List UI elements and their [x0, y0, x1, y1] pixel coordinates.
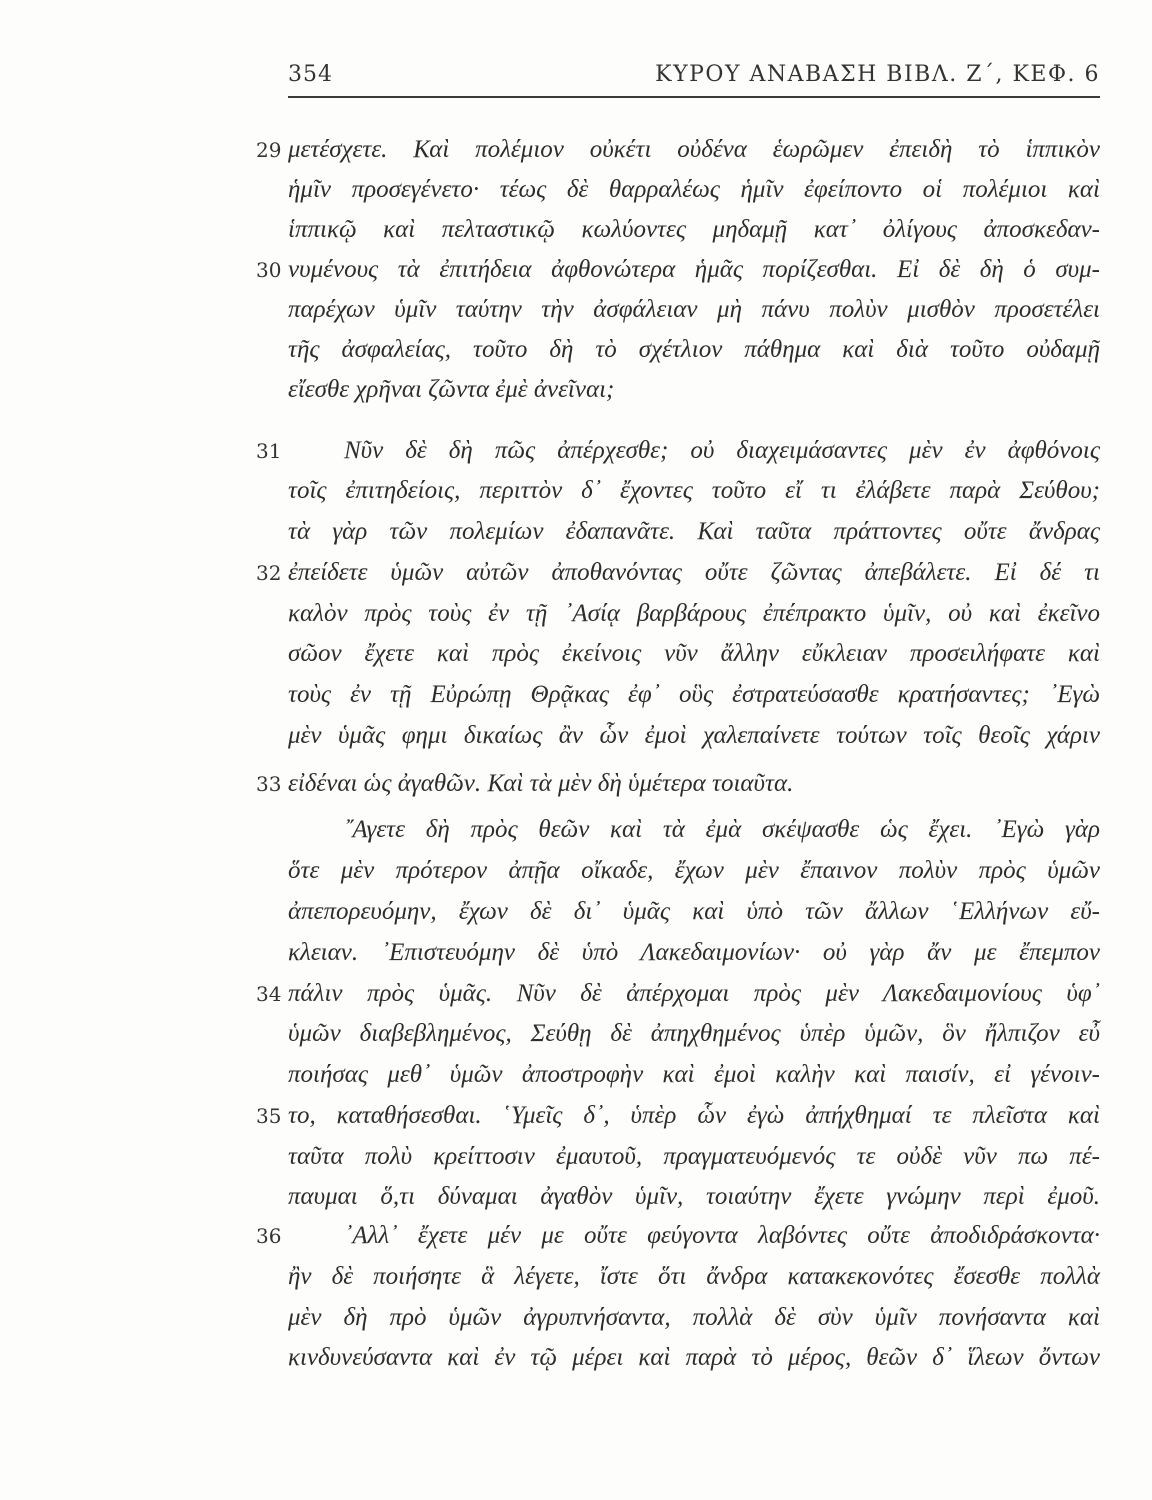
- section-number-36: 36: [256, 1224, 282, 1248]
- header-rule: [288, 96, 1100, 98]
- section-number-33: 33: [256, 772, 282, 796]
- text-line: κλειαν. ᾽Επιστευόμην δὲ ὑπὸ Λακεδαιμονίων· οὐ γὰρ ἄν με ἔπεμπον: [288, 939, 1100, 966]
- text-line: ἢν δὲ ποιήσητε ἃ λέγετε, ἴστε ὅτι ἄνδρα κατακεκονότες ἔσεσθε πολλὰ: [288, 1263, 1100, 1290]
- text-line: ᾽Αλλ᾽ ἔχετε μέν με οὔτε φεύγοντα λαβόντες οὔτε ἀποδιδράσκοντα·: [344, 1222, 1100, 1249]
- section-number-34: 34: [256, 982, 282, 1006]
- text-line: ῎Αγετε δὴ πρὸς θεῶν καὶ τὰ ἐμὰ σκέψασθε ὡς ἔχει. ᾽Εγὼ γὰρ: [344, 816, 1100, 843]
- section-number-30: 30: [256, 258, 282, 282]
- text-line: ἱππικῷ καὶ πελταστικῷ κωλύοντες μηδαμῇ κατ᾽ ὀλίγους ἀποσκεδαν-: [288, 216, 1100, 243]
- text-line: καλὸν πρὸς τοὺς ἐν τῇ ᾽Ασίᾳ βαρβάρους ἐπέπρακτο ὑμῖν, οὐ καὶ ἐκεῖνο: [288, 600, 1100, 627]
- text-line: μὲν δὴ πρὸ ὑμῶν ἀγρυπνήσαντα, πολλὰ δὲ σὺν ὑμῖν πονήσαντα καὶ: [288, 1304, 1100, 1331]
- page-number: 354: [288, 62, 333, 87]
- text-line: μὲν ὑμᾶς φημι δικαίως ἂν ὧν ἐμοὶ χαλεπαίνετε τούτων τοῖς θεοῖς χάριν: [288, 722, 1100, 749]
- text-line: ἐπείδετε ὑμῶν αὐτῶν ἀποθανόντας οὔτε ζῶντας ἀπεβάλετε. Εἰ δέ τι: [288, 559, 1100, 586]
- text-line: ὑμῶν διαβεβλημένος, Σεύθῃ δὲ ἀπηχθημένος ὑπὲρ ὑμῶν, ὃν ἤλπιζον εὖ: [288, 1020, 1100, 1047]
- text-line: παυμαι ὅ,τι δύναμαι ἀγαθὸν ὑμῖν, τοιαύτην ἔχετε γνώμην περὶ ἐμοῦ.: [288, 1183, 1100, 1210]
- running-title: ΚΥΡΟΥ ΑΝΑΒΑΣΗ ΒΙΒΛ. Ζ΄, ΚΕΦ. 6: [655, 62, 1100, 87]
- section-number-31: 31: [256, 439, 282, 463]
- text-line: παρέχων ὑμῖν ταύτην τὴν ἀσφάλειαν μὴ πάνυ πολὺν μισθὸν προσετέλει: [288, 296, 1100, 323]
- text-line: ποιήσας μεθ᾽ ὑμῶν ἀποστροφὴν καὶ ἐμοὶ καλὴν καὶ παισίν, εἰ γένοιν-: [288, 1061, 1100, 1088]
- text-line: το, καταθήσεσθαι. ῾Υμεῖς δ᾽, ὑπὲρ ὧν ἐγὼ ἀπήχθημαί τε πλεῖστα καὶ: [288, 1102, 1100, 1129]
- text-line: εἰδέναι ὡς ἀγαθῶν. Καὶ τὰ μὲν δὴ ὑμέτερα τοιαῦτα.: [288, 770, 794, 797]
- text-line: κινδυνεύσαντα καὶ ἐν τῷ μέρει καὶ παρὰ τὸ μέρος, θεῶν δ᾽ ἵλεων ὄντων: [288, 1344, 1100, 1371]
- text-line: εἴεσθε χρῆναι ζῶντα ἐμὲ ἀνεῖναι;: [288, 376, 615, 403]
- page-header: [288, 56, 1100, 96]
- text-line: ὅτε μὲν πρότερον ἀπῇα οἴκαδε, ἔχων μὲν ἔπαινον πολὺν πρὸς ὑμῶν: [288, 857, 1100, 884]
- text-line: πάλιν πρὸς ὑμᾶς. Νῦν δὲ ἀπέρχομαι πρὸς μὲν Λακεδαιμονίους ὑφ᾽: [288, 980, 1100, 1007]
- text-line: νυμένους τὰ ἐπιτήδεια ἀφθονώτερα ἡμᾶς πορίζεσθαι. Εἰ δὲ δὴ ὁ συμ-: [288, 256, 1100, 283]
- text-line: τῆς ἀσφαλείας, τοῦτο δὴ τὸ σχέτλιον πάθημα καὶ διὰ τοῦτο οὐδαμῇ: [288, 336, 1100, 363]
- section-number-32: 32: [256, 561, 282, 585]
- text-line: μετέσχετε. Καὶ πολέμιον οὐκέτι οὐδένα ἑωρῶμεν ἐπειδὴ τὸ ἱππικὸν: [288, 136, 1100, 163]
- text-line: τοῖς ἐπιτηδείοις, περιττὸν δ᾽ ἔχοντες τοῦτο εἴ τι ἐλάβετε παρὰ Σεύθου;: [288, 477, 1100, 504]
- text-line: ἡμῖν προσεγένετο· τέως δὲ θαρραλέως ἡμῖν ἐφείποντο οἱ πολέμιοι καὶ: [288, 176, 1100, 203]
- text-line: ταῦτα πολὺ κρείττοσιν ἐμαυτοῦ, πραγματευόμενός τε οὐδὲ νῦν πω πέ-: [288, 1143, 1100, 1170]
- section-number-35: 35: [256, 1104, 282, 1128]
- text-line: τὰ γὰρ τῶν πολεμίων ἐδαπανᾶτε. Καὶ ταῦτα πράττοντες οὔτε ἄνδρας: [288, 518, 1100, 545]
- text-line: ἀπεπορευόμην, ἔχων δὲ δι᾽ ὑμᾶς καὶ ὑπὸ τῶν ἄλλων ῾Ελλήνων εὔ-: [288, 898, 1100, 925]
- section-number-29: 29: [256, 138, 282, 162]
- text-line: σῶον ἔχετε καὶ πρὸς ἐκείνοις νῦν ἄλλην εὔκλειαν προσειλήφατε καὶ: [288, 640, 1100, 667]
- text-line: τοὺς ἐν τῇ Εὐρώπῃ Θρᾷκας ἐφ᾽ οὓς ἐστρατεύσασθε κρατήσαντες; ᾽Εγὼ: [288, 681, 1100, 708]
- text-line: Νῦν δὲ δὴ πῶς ἀπέρχεσθε; οὐ διαχειμάσαντες μὲν ἐν ἀφθόνοις: [344, 437, 1100, 464]
